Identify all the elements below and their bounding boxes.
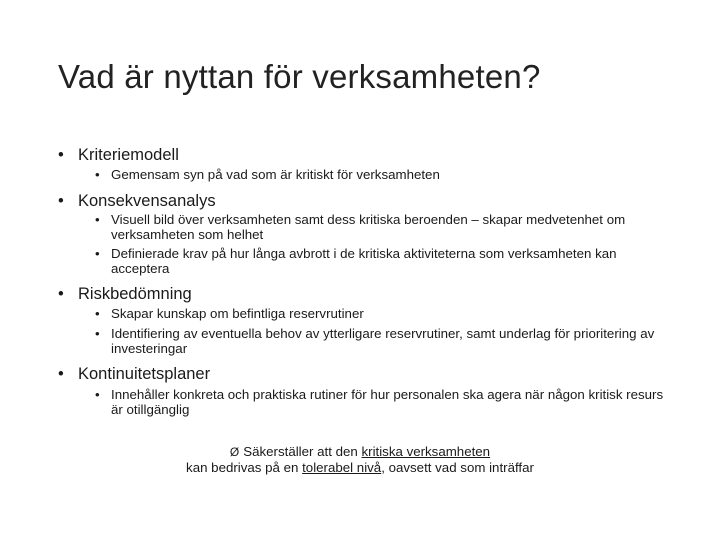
bullet-item-riskbedomning <box>58 285 192 304</box>
sub-bullet <box>95 168 675 183</box>
bullet-label: Konsekvensanalys <box>78 192 216 210</box>
sub-bullet-icon: • <box>95 306 100 321</box>
bullet-label: Kriteriemodell <box>78 146 179 164</box>
conclusion <box>0 444 720 476</box>
sub-bullet <box>95 213 675 242</box>
bullet-item-kriteriemodell <box>58 146 179 165</box>
sub-bullet-text: Definierade krav på hur långa avbrott i de kritiska aktiviteterna som verksamheten kan acceptera <box>111 246 617 276</box>
sub-bullet-text: Skapar kunskap om befintliga reservrutiner <box>111 306 364 321</box>
sub-bullet-text: Innehåller konkreta och praktiska rutiner för hur personalen ska agera när någon kritisk resurs är otillgänglig <box>111 387 664 417</box>
sub-bullet <box>95 247 675 276</box>
sub-bullet-text: Identifiering av eventuella behov av ytterligare reservrutiner, samt underlag för prioritering av investeringar <box>111 326 655 356</box>
sub-bullet <box>95 327 675 356</box>
sub-bullet <box>95 307 675 322</box>
bullet-icon: • <box>58 365 64 383</box>
sub-bullet-icon: • <box>95 326 100 341</box>
conclusion-emphasis-1: kritiska verksamheten <box>361 444 491 459</box>
sub-bullet-icon: • <box>95 212 100 227</box>
sub-bullet-text: Visuell bild över verksamheten samt dess kritiska beroenden – skapar medvetenhet om verksamheten som helhet <box>111 212 626 242</box>
arrow-bullet-icon: Ø <box>229 445 240 459</box>
bullet-item-kontinuitetsplaner <box>58 365 210 384</box>
bullet-item-konsekvensanalys <box>58 192 216 211</box>
bullet-label: Riskbedömning <box>78 285 192 303</box>
conclusion-emphasis-2: tolerabel nivå <box>302 460 382 475</box>
sub-bullet-icon: • <box>95 167 100 182</box>
bullet-label: Kontinuitetsplaner <box>78 365 211 383</box>
conclusion-text-3: , oavsett vad som inträffar <box>381 460 534 475</box>
sub-bullet-icon: • <box>95 246 100 261</box>
slide-title: Vad är nyttan för verksamheten? <box>58 58 541 95</box>
bullet-icon: • <box>58 285 64 303</box>
conclusion-line-1 <box>0 444 720 460</box>
sub-bullet <box>95 388 675 417</box>
bullet-icon: • <box>58 192 64 210</box>
conclusion-line-2 <box>0 460 720 476</box>
conclusion-text-2: kan bedrivas på en <box>186 460 303 475</box>
conclusion-text-1: Säkerställer att den <box>243 444 362 459</box>
sub-bullet-text: Gemensam syn på vad som är kritiskt för verksamheten <box>111 167 440 182</box>
bullet-icon: • <box>58 146 64 164</box>
sub-bullet-icon: • <box>95 387 100 402</box>
